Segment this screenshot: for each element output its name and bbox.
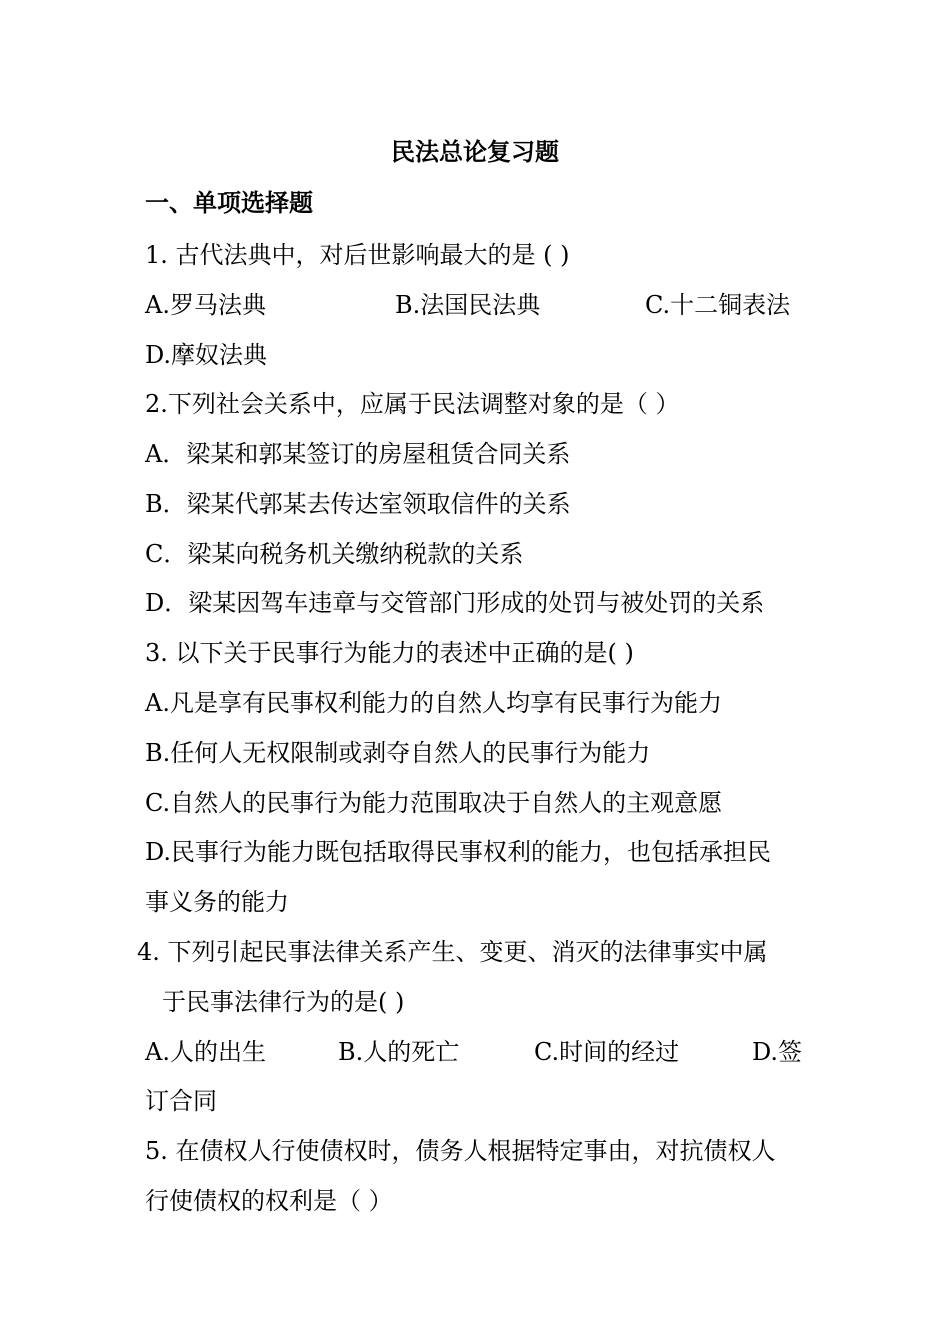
question-4-option-a: A.人的出生: [145, 1038, 266, 1066]
question-4-option-d-line-2: 订合同: [145, 1087, 217, 1115]
question-3-option-b: B.任何人无权限制或剥夺自然人的民事行为能力: [145, 739, 651, 767]
question-2-option-d: D．梁某因驾车违章与交管部门形成的处罚与被处罚的关系: [145, 589, 765, 617]
question-3-option-c: C.自然人的民事行为能力范围取决于自然人的主观意愿: [145, 789, 723, 817]
question-2-option-a: A．梁某和郭某签订的房屋租赁合同关系: [145, 440, 571, 468]
question-4-stem-line-1: 4. 下列引起民事法律关系产生、变更、消灭的法律事实中属: [137, 938, 768, 966]
question-1-option-c: C.十二铜表法: [645, 291, 791, 319]
question-4-option-c: C.时间的经过: [534, 1038, 680, 1066]
question-3-option-a: A.凡是享有民事权利能力的自然人均享有民事行为能力: [145, 689, 722, 717]
question-5-stem-line-2: 行使债权的权利是（ ）: [145, 1187, 393, 1215]
question-2-stem: 2.下列社会关系中，应属于民法调整对象的是（ ）: [145, 390, 680, 418]
question-5-stem-line-1: 5. 在债权人行使债权时，债务人根据特定事由，对抗债权人: [145, 1137, 776, 1165]
question-1-option-d: D.摩奴法典: [145, 341, 268, 369]
question-2-option-c: C．梁某向税务机关缴纳税款的关系: [145, 540, 524, 568]
question-3-option-d-line-2: 事义务的能力: [145, 888, 289, 916]
question-4-option-d-line-1: D.签: [752, 1038, 803, 1066]
question-2-option-b: B．梁某代郭某去传达室领取信件的关系: [145, 490, 571, 518]
question-4-option-b: B.人的死亡: [338, 1038, 460, 1066]
question-1-option-b: B.法国民法典: [395, 291, 541, 319]
document-title: 民法总论复习题: [391, 138, 559, 166]
question-1-option-a: A.罗马法典: [145, 291, 266, 319]
question-1-stem: 1. 古代法典中，对后世影响最大的是 ( ): [145, 241, 570, 269]
section-heading: 一、单项选择题: [145, 189, 313, 217]
question-3-stem: 3. 以下关于民事行为能力的表述中正确的是( ): [145, 639, 634, 667]
question-3-option-d-line-1: D.民事行为能力既包括取得民事权利的能力，也包括承担民: [145, 838, 772, 866]
question-4-stem-line-2: 于民事法律行为的是( ): [162, 988, 405, 1016]
